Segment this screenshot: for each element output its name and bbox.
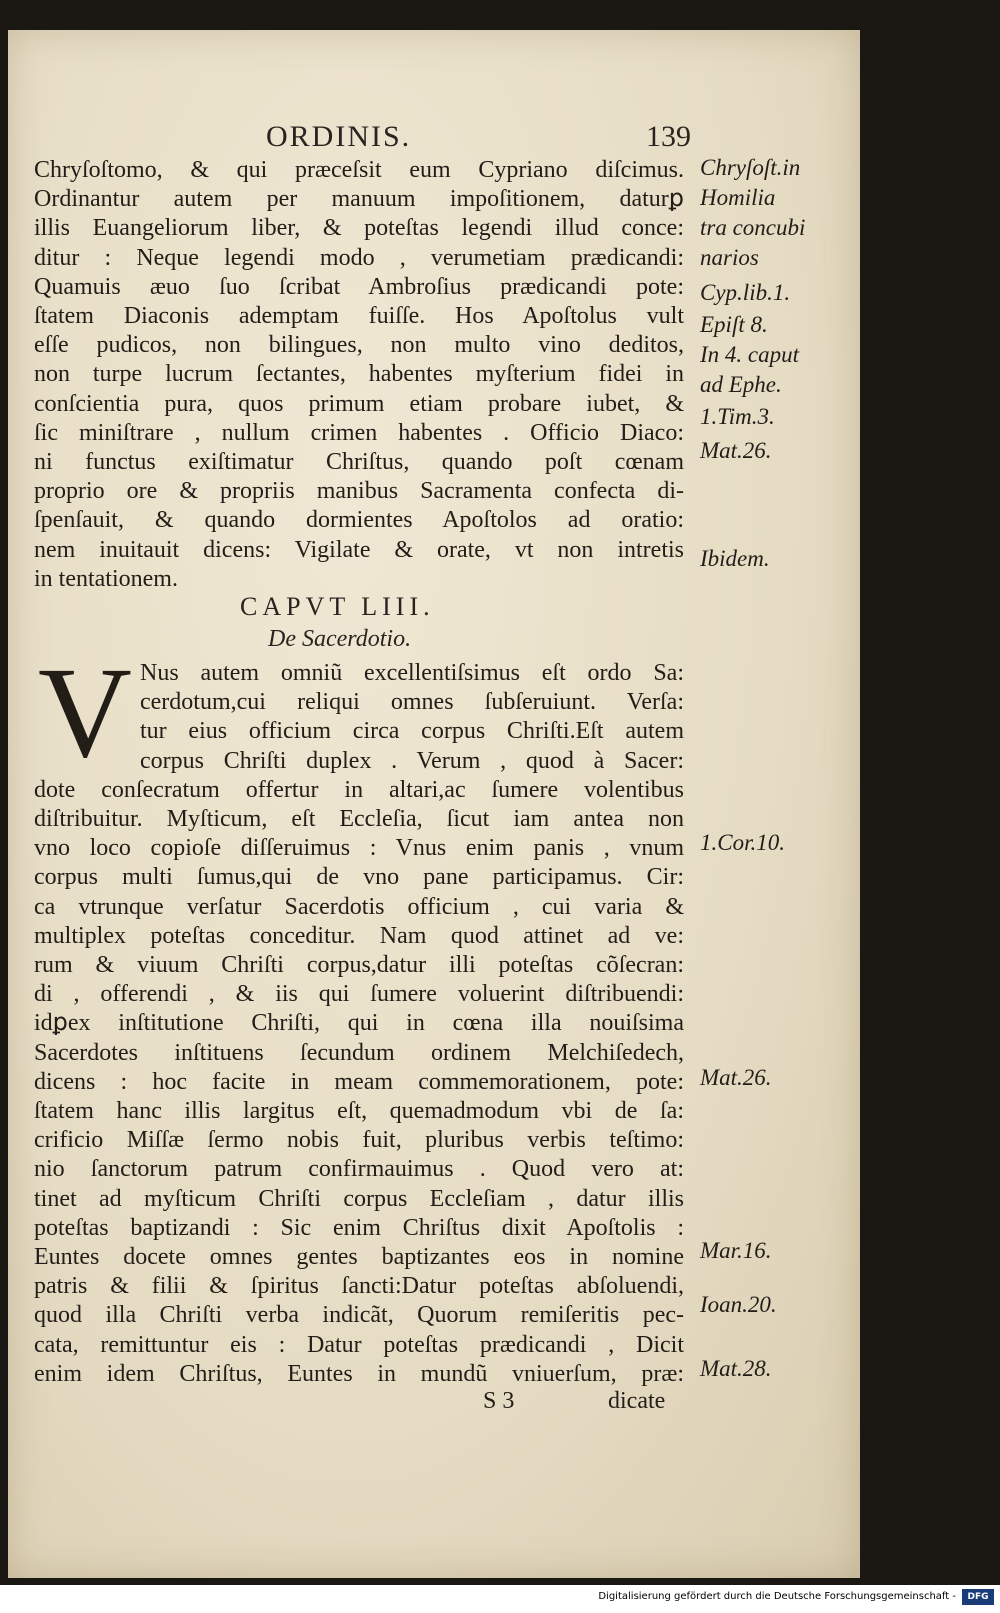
text-line: illis Euangeliorum liber, & poteſtas legendi illud conce:: [34, 215, 684, 242]
text-line: Nus autem omniũ excellentiſsimus eſt ordo Sa:: [140, 660, 684, 686]
text-line: in tentationem.: [34, 565, 178, 592]
text-line: Sacerdotes inſtituens ſecundum ordinem Melchiſedech,: [34, 1039, 684, 1066]
page-number: 139: [646, 120, 691, 153]
text-line: dote conſecratum offertur in altari,ac ſumere volentibus: [34, 776, 684, 803]
text-line: cata, remittuntur eis : Datur poteſtas prædicandi , Dicit: [34, 1331, 684, 1358]
text-line: Ordinantur autem per manuum impoſitionem, daturꝑ: [34, 186, 684, 213]
text-line: ſtatem hanc illis largitus eſt, quemadmodum vbi de ſa:: [34, 1098, 684, 1124]
chapter-subtitle: De Sacerdotio.: [268, 626, 412, 652]
text-line: di , offerendi , & iis qui ſumere voluerint diſtribuendi:: [34, 981, 684, 1008]
margin-note: Mar.16.: [700, 1238, 772, 1263]
text-line: corpus Chriſti duplex . Verum , quod à Sacer:: [140, 747, 684, 774]
margin-note: ad Ephe.: [700, 372, 782, 397]
margin-note: narios: [700, 245, 759, 270]
text-line: ni functus exiſtimatur Chriſtus, quando poſt cœnam: [34, 449, 684, 475]
text-line: cerdotum,cui reliqui omnes ſubſeruiunt. Verſa:: [140, 689, 684, 716]
signature-mark: S 3: [483, 1388, 515, 1414]
text-line: ſpenſauit, & quando dormientes Apoſtolos ad oratio:: [34, 507, 684, 534]
text-line: enim idem Chriſtus, Euntes in mundũ vniuerſum, præ:: [34, 1360, 684, 1387]
running-title: ORDINIS.: [266, 120, 412, 153]
text-line: tinet ad myſticum Chriſti corpus Eccleſiam , datur illis: [34, 1185, 684, 1212]
text-line: ditur : Neque legendi modo , verumetiam prædicandi:: [34, 244, 684, 271]
drop-capital: V: [38, 641, 132, 785]
margin-note: Ibidem.: [700, 546, 770, 571]
margin-note: In 4. caput: [700, 342, 800, 367]
text-line: vno loco copioſe diſſeruimus : Vnus enim panis , vnum: [34, 835, 684, 862]
text-line: patris & filii & ſpiritus ſancti:Datur poteſtas abſoluendi,: [34, 1273, 684, 1300]
text-line: multiplex poteſtas conceditur. Nam quod attinet ad ve:: [34, 922, 684, 949]
footer-bar: [0, 1585, 1000, 1613]
text-line: non turpe lucrum ſectantes, habentes myſterium fidei in: [34, 361, 684, 388]
margin-note: Mat.28.: [700, 1356, 772, 1381]
text-line: ſic miniſtrare , nullum crimen habentes . Officio Diaco:: [34, 419, 684, 446]
margin-note: Chryſoſt.in: [700, 155, 801, 180]
margin-note: tra concubi: [700, 215, 806, 240]
book-page: [8, 30, 860, 1578]
text-line: eſſe pudicos, non bilingues, non multo vino deditos,: [34, 332, 684, 359]
margin-note: Ioan.20.: [700, 1292, 777, 1317]
text-line: Euntes docete omnes gentes baptizantes eos in nomine: [34, 1244, 684, 1270]
text-line: tur eius officium circa corpus Chriſti.Eſt autem: [140, 718, 684, 745]
text-line: ca vtrunque verſatur Sacerdotis officium , cui varia &: [34, 893, 684, 920]
text-line: crificio Miſſæ ſermo nobis fuit, pluribus verbis teſtimo:: [34, 1127, 684, 1154]
text-line: proprio ore & propriis manibus Sacramenta confecta di-: [34, 478, 684, 505]
margin-note: Cyp.lib.1.: [700, 280, 791, 305]
text-line: Chryſoſtomo, & qui præceſsit eum Cypriano diſcimus.: [34, 157, 684, 183]
text-line: dicens : hoc facite in meam commemorationem, pote:: [34, 1068, 684, 1095]
text-line: conſcientia pura, quos primum etiam probare iubet, &: [34, 390, 684, 417]
margin-note: 1.Cor.10.: [700, 830, 785, 855]
text-line: nio ſanctorum patrum confirmauimus . Quod vero at:: [34, 1156, 684, 1183]
text-line: quod illa Chriſti verba indicãt, Quorum remiſeritis pec-: [34, 1302, 684, 1329]
text-line: Quamuis æuo ſuo ſcribat Ambroſius prædicandi pote:: [34, 273, 684, 300]
text-line: diſtribuitur. Myſticum, eſt Eccleſia, ſicut iam antea non: [34, 806, 684, 832]
margin-note: Mat.26.: [700, 438, 772, 463]
margin-note: Mat.26.: [700, 1065, 772, 1090]
text-line: corpus multi ſumus,qui de vno pane participamus. Cir:: [34, 864, 684, 891]
text-line: nem inuitauit dicens: Vigilate & orate, vt non intretis: [34, 536, 684, 563]
margin-note: Homilia: [700, 185, 776, 210]
footer-credit: Digitalisierung gefördert durch die Deutsche Forschungsgemeinschaft -: [598, 1591, 956, 1602]
dfg-logo-icon: DFG: [962, 1589, 994, 1605]
text-line: rum & viuum Chriſti corpus,datur illi poteſtas cõſecran:: [34, 952, 684, 978]
chapter-title: CAPVT LIII.: [240, 592, 435, 621]
margin-note: Epiſt 8.: [700, 312, 768, 337]
margin-note: 1.Tim.3.: [700, 404, 775, 429]
text-line: idꝑex inſtitutione Chriſti, qui in cœna illa nouiſsima: [34, 1010, 684, 1037]
text-line: poteſtas baptizandi : Sic enim Chriſtus dixit Apoſtolis :: [34, 1214, 684, 1241]
catchword: dicate: [608, 1388, 666, 1414]
text-line: ſtatem Diaconis ademptam fuiſſe. Hos Apoſtolus vult: [34, 303, 684, 329]
